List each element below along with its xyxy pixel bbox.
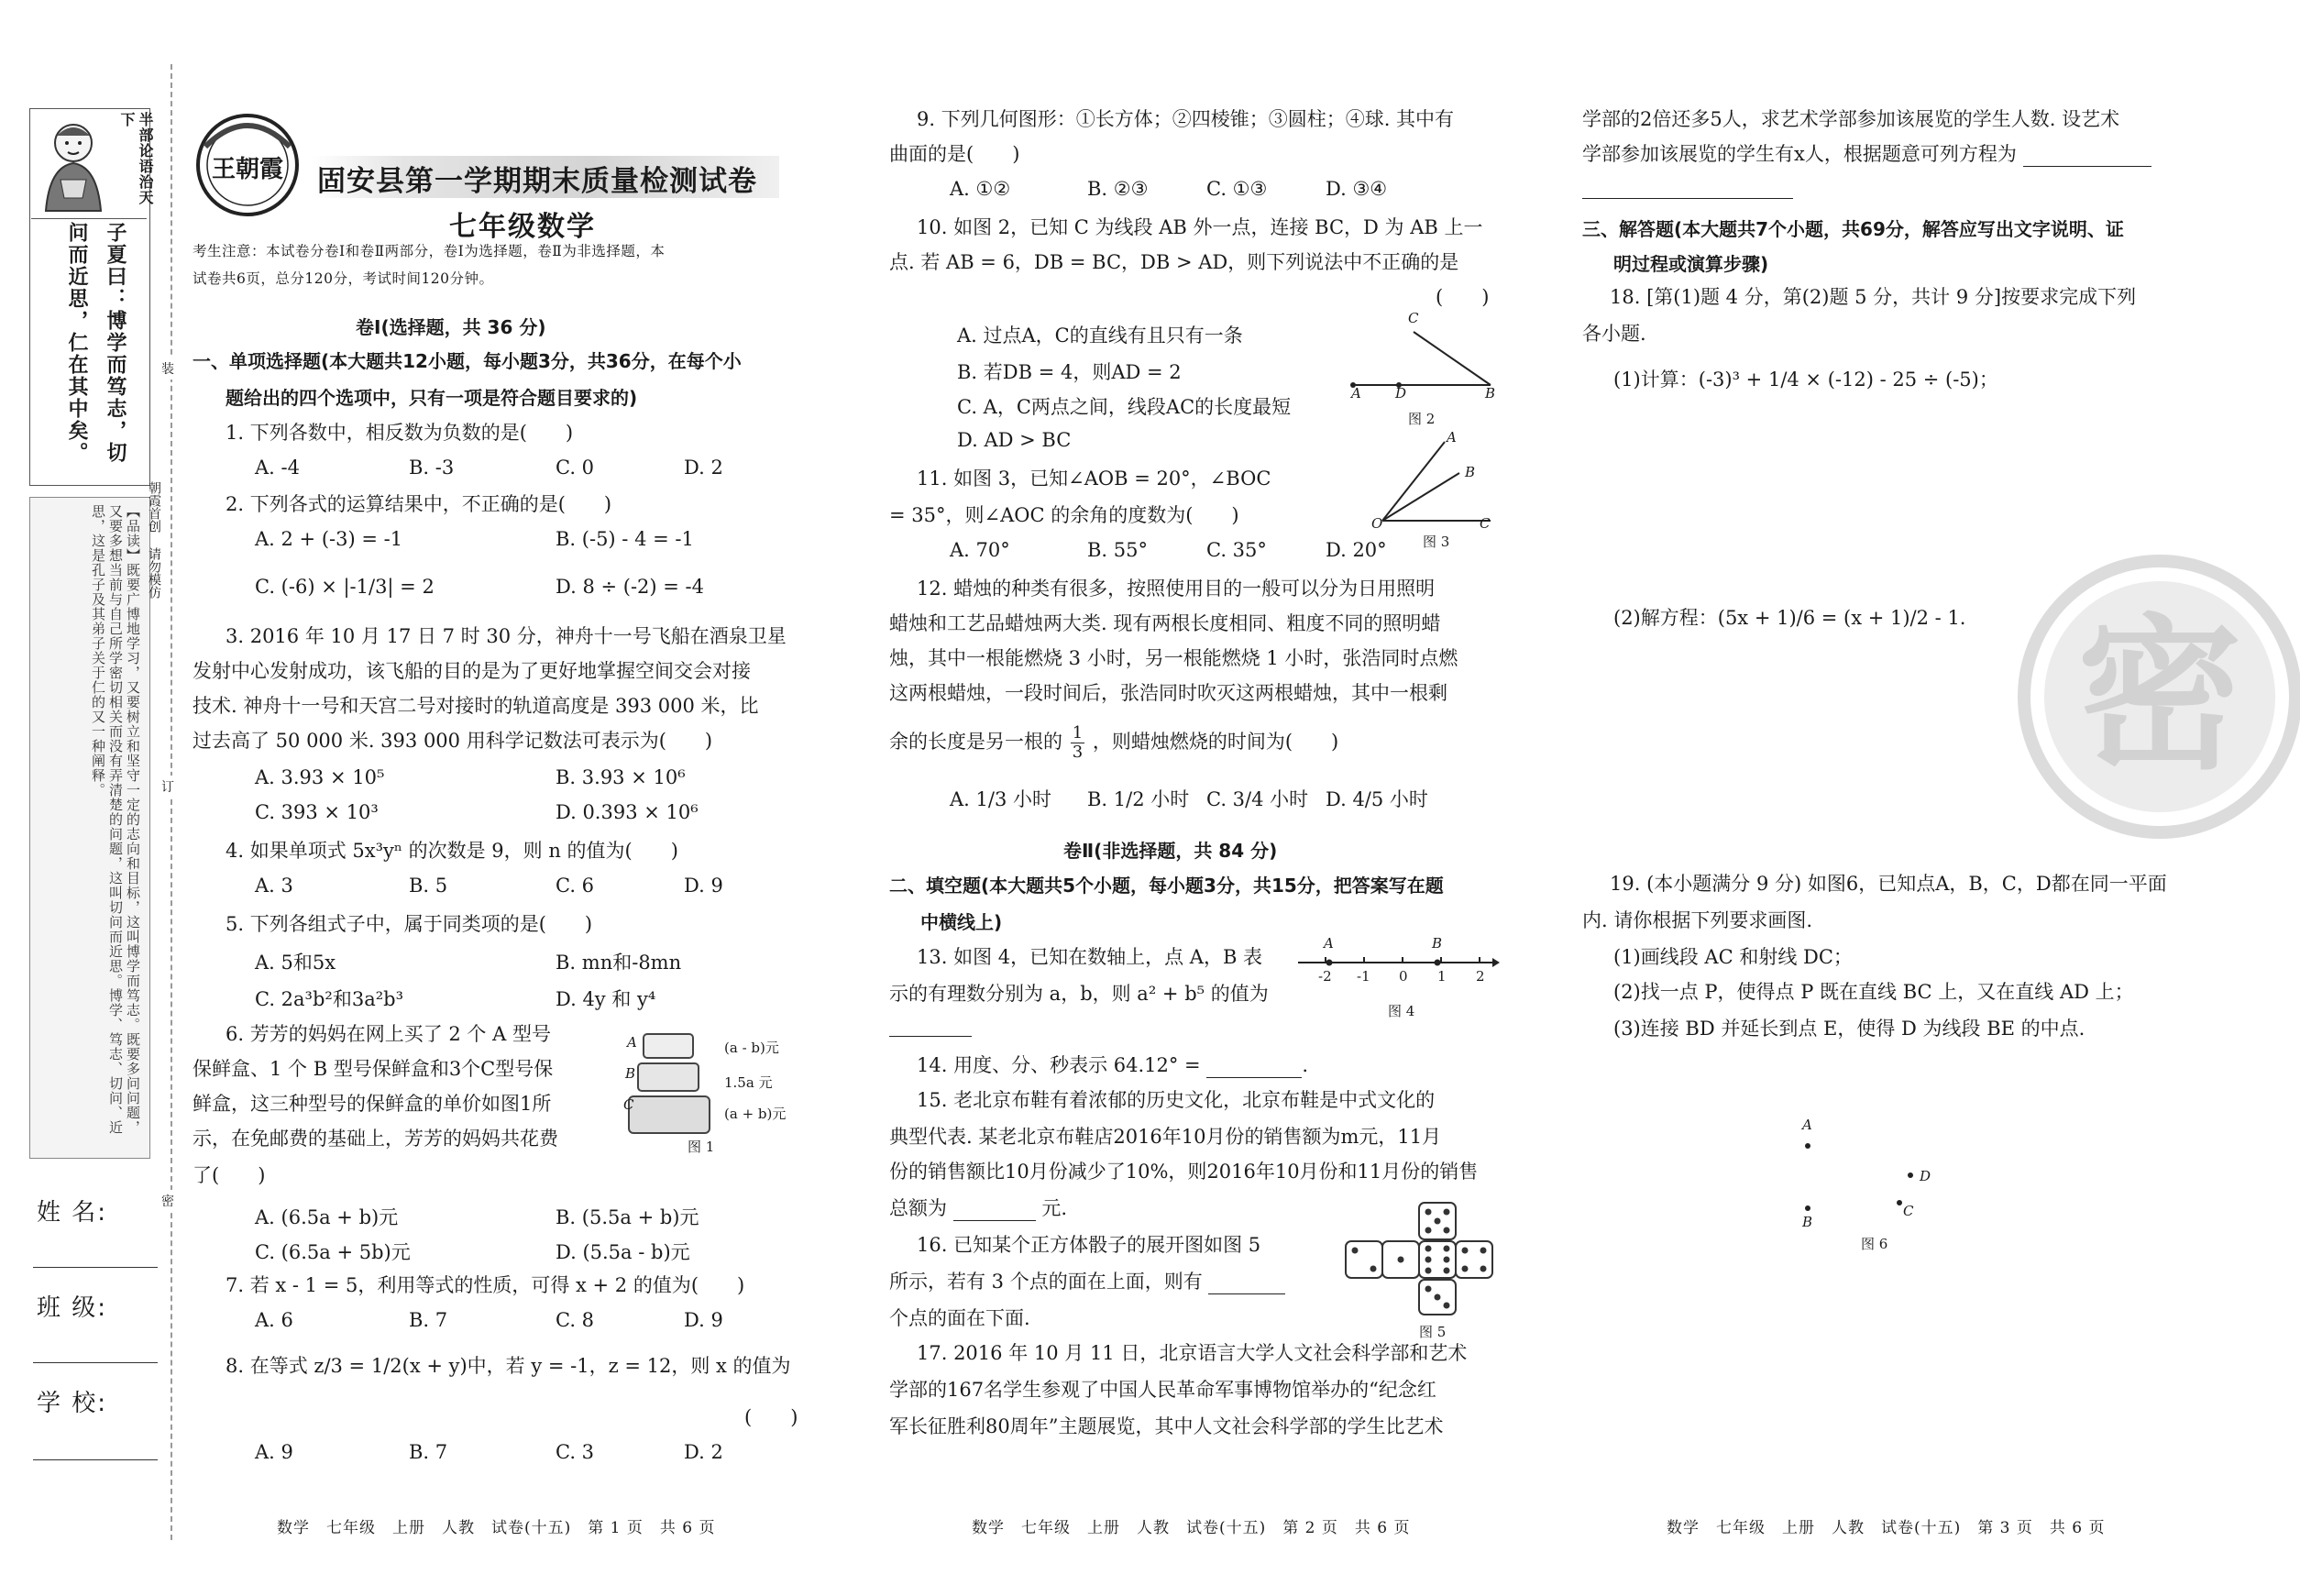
fig3-point-c: C — [1480, 515, 1491, 532]
logo-name: 王朝霞 — [211, 156, 283, 183]
fig1-price-c: (a + b)元 — [724, 1106, 787, 1122]
fig1-label-c: C — [623, 1096, 634, 1113]
fig3-point-b: B — [1465, 464, 1476, 480]
question-15-line2: 典型代表. 某老北京布鞋店2016年10月份的销售额为m元，11月 — [889, 1126, 1442, 1148]
q7-option-c[interactable]: C. 8 — [556, 1309, 595, 1331]
question-15-line3: 份的销售额比10月份减少了10%，则2016年10月份和11月份的销售 — [889, 1161, 1479, 1183]
seal-char-3: 密 — [161, 1190, 174, 1212]
fig6-point-b: B — [1802, 1214, 1813, 1230]
question-12-line5 — [889, 724, 1338, 762]
question-12-line3: 烛，其中一根能燃烧 3 小时，另一根能燃烧 1 小时，张浩同时点燃 — [889, 647, 1458, 669]
part1-heading-line2: 题给出的四个选项中，只有一项是符合题目要求的) — [226, 387, 638, 409]
question-6-line5: 了( ) — [193, 1164, 266, 1186]
q3-option-b[interactable]: B. 3.93 × 10⁶ — [556, 766, 686, 788]
sidebar-field-school: 学 校: — [37, 1390, 108, 1417]
figure-1-boxes — [623, 1027, 724, 1137]
question-4: 4. 如果单项式 5x³yⁿ 的次数是 9，则 n 的值为( ) — [226, 840, 678, 862]
sidebar-field-class: 班 级: — [37, 1294, 108, 1322]
question-16-line1: 16. 已知某个正方体骰子的展开图如图 5 — [917, 1234, 1261, 1256]
question-13-line1: 13. 如图 4，已知在数轴上，点 A，B 表 — [917, 946, 1263, 968]
q15-answer-blank[interactable] — [953, 1202, 1036, 1221]
fig1-price-a: (a - b)元 — [724, 1040, 779, 1056]
q18-part1-answer-area[interactable] — [1613, 403, 2163, 587]
binding-cut-line — [171, 64, 172, 1540]
q6-option-d[interactable]: D. (5.5a - b)元 — [556, 1241, 690, 1263]
q5-option-a[interactable]: A. 5和5x — [255, 952, 336, 974]
q1-option-b[interactable]: B. -3 — [409, 457, 455, 479]
q5-option-c[interactable]: C. 2a³b²和3a²b³ — [255, 988, 403, 1010]
q8-answer-paren: ( ) — [744, 1406, 798, 1428]
fig3-point-a: A — [1447, 429, 1457, 446]
question-3-line4: 过去高了 50 000 米. 393 000 用科学记数法可表示为( ) — [193, 730, 713, 752]
part2-heading-line2: 中横线上) — [920, 911, 1003, 933]
q14-answer-blank[interactable] — [1206, 1059, 1302, 1078]
q11-option-c[interactable]: C. 35° — [1206, 539, 1267, 561]
part2-heading-line1: 二、填空题(本大题共5个小题，每小题3分，共15分，把答案写在题 — [889, 875, 1444, 897]
question-2: 2. 下列各式的运算结果中，不正确的是( ) — [226, 493, 612, 515]
q8-option-d[interactable]: D. 2 — [684, 1441, 723, 1463]
q2-option-b[interactable]: B. (-5) - 4 = -1 — [556, 528, 694, 550]
notice-line-1: 考生注意：本试卷分卷Ⅰ和卷Ⅱ两部分，卷Ⅰ为选择题，卷Ⅱ为非选择题，本 — [193, 243, 666, 259]
q8-option-b[interactable]: B. 7 — [409, 1441, 448, 1463]
class-input-line[interactable] — [33, 1362, 158, 1363]
question-6-line1: 6. 芳芳的妈妈在网上买了 2 个 A 型号 — [226, 1023, 551, 1045]
sidebar-stamp-text: 朝霞首创 请勿模仿 — [147, 481, 161, 599]
q1-option-c[interactable]: C. 0 — [556, 457, 595, 479]
q10-option-c[interactable]: C. A，C两点之间，线段AC的长度最短 — [957, 396, 1292, 418]
question-10-line1: 10. 如图 2，已知 C 为线段 AB 外一点，连接 BC，D 为 AB 上一 — [917, 216, 1483, 238]
question-15-line4 — [889, 1195, 1067, 1221]
q17-text: 学部参加该展览的学生有x人，根据题意可列方程为 — [1582, 143, 2017, 165]
q10-option-d[interactable]: D. AD > BC — [957, 429, 1072, 451]
q2-option-c[interactable]: C. (-6) × |-1/3| = 2 — [255, 576, 435, 598]
question-17-line2: 学部的167名学生参观了中国人民革命军事博物馆举办的“纪念红 — [889, 1379, 1436, 1401]
q4-option-d[interactable]: D. 9 — [684, 875, 723, 897]
q14-text: 14. 用度、分、秒表示 64.12° = — [917, 1054, 1201, 1076]
sidebar-motto-title: 半部论语治天下 — [118, 112, 154, 205]
sidebar-field-name: 姓 名: — [37, 1199, 108, 1227]
question-12-line4: 这两根蜡烛，一段时间后，张浩同时吹灭这两根蜡烛，其中一根剩 — [889, 682, 1447, 704]
q12-option-c[interactable]: C. 3/4 小时 — [1206, 788, 1309, 810]
fig4-point-b: B — [1432, 935, 1443, 952]
q11-option-d[interactable]: D. 20° — [1326, 539, 1387, 561]
q1-option-a[interactable]: A. -4 — [255, 457, 300, 479]
fig1-label-b: B — [625, 1065, 636, 1082]
sidebar-appreciation: 【品读】既要广博地学习，又要树立和坚守一定的志向和目标，这叫博学而笃志。既要多问问题，又要多想当前与自己所学密切相关而没有弄清楚的问题，这叫切问而近思。博学、笃志、切问、近思，这是孔子及其弟子关于仁的又一种阐释。 — [90, 504, 141, 1135]
figure-5-dice-net — [1344, 1201, 1500, 1316]
fig1-price-b: 1.5a 元 — [724, 1074, 773, 1091]
question-11-line2: = 35°，则∠AOC 的余角的度数为( ) — [889, 504, 1239, 526]
seal-char-2: 订 — [161, 776, 174, 798]
question-6-line4: 示，在免邮费的基础上，芳芳的妈妈共花费 — [193, 1128, 558, 1150]
question-19-item1: (1)画线段 AC 和射线 DC； — [1613, 946, 1853, 968]
fig1-caption: 图 1 — [688, 1139, 715, 1155]
question-12-line2: 蜡烛和工艺品蜡烛两大类. 现有两根长度相同、粗度不同的照明蜡 — [889, 612, 1441, 634]
fig6-caption: 图 6 — [1861, 1236, 1888, 1252]
question-19-item3: (3)连接 BD 并延长到点 E，使得 D 为线段 BE 的中点. — [1613, 1018, 2085, 1040]
question-10-line2: 点. 若 AB = 6，DB = BC，DB > AD，则下列说法中不正确的是 — [889, 251, 1459, 273]
q5-option-b[interactable]: B. mn和-8mn — [556, 952, 682, 974]
fig1-label-a: A — [627, 1034, 637, 1051]
question-12-line1: 12. 蜡烛的种类有很多，按照使用目的一般可以分为日用照明 — [917, 578, 1436, 600]
question-18-line1: 18. [第(1)题 4 分，第(2)题 5 分，共计 9 分]按要求完成下列 — [1610, 286, 2137, 308]
q7-option-a[interactable]: A. 6 — [255, 1309, 293, 1331]
question-7: 7. 若 x - 1 = 5，利用等式的性质，可得 x + 2 的值为( ) — [226, 1274, 745, 1296]
question-18-line2: 各小题. — [1582, 323, 1646, 345]
fig2-point-d: D — [1395, 385, 1407, 402]
fig4-point-a: A — [1324, 935, 1334, 952]
q6-option-a[interactable]: A. (6.5a + b)元 — [255, 1206, 399, 1228]
fig6-point-a: A — [1802, 1117, 1812, 1133]
q9-option-b[interactable]: B. ②③ — [1087, 178, 1149, 200]
q8-option-a[interactable]: A. 9 — [255, 1441, 293, 1463]
exam-title: 固安县第一学期期末质量检测试卷 — [317, 165, 757, 198]
question-17-line5 — [1582, 141, 2151, 167]
part3-heading-line2: 明过程或演算步骤) — [1613, 253, 1769, 275]
q3-option-c[interactable]: C. 393 × 10³ — [255, 801, 379, 823]
fig6-point-c: C — [1903, 1203, 1914, 1219]
question-3-line2: 发射中心发射成功，该飞船的目的是为了更好地掌握空间交会对接 — [193, 660, 751, 682]
q12-option-b[interactable]: B. 1/2 小时 — [1087, 788, 1190, 810]
q6-option-b[interactable]: B. (5.5a + b)元 — [556, 1206, 699, 1228]
q9-option-d[interactable]: D. ③④ — [1326, 178, 1388, 200]
section2-title: 卷Ⅱ(非选择题，共 84 分) — [1063, 840, 1278, 862]
fig4-tick-2: 2 — [1476, 968, 1485, 985]
q17-answer-blank-1[interactable] — [2023, 148, 2151, 167]
q12-line5-start: 余的长度是另一根的 — [889, 731, 1062, 753]
q2-option-a[interactable]: A. 2 + (-3) = -1 — [255, 528, 403, 550]
q10-option-b[interactable]: B. 若DB = 4，则AD = 2 — [957, 361, 1182, 383]
question-17-line4: 学部的2倍还多5人，求艺术学部参加该展览的学生人数. 设艺术 — [1582, 108, 2120, 130]
question-16-line2 — [889, 1269, 1285, 1294]
question-1: 1. 下列各数中，相反数为负数的是( ) — [226, 422, 574, 444]
q16-text: 所示，若有 3 个点的面在上面，则有 — [889, 1271, 1203, 1293]
q18-part2-answer-area[interactable] — [1613, 642, 2163, 862]
question-3-line1: 3. 2016 年 10 月 17 日 7 时 30 分，神舟十一号飞船在酒泉卫星 — [226, 625, 787, 647]
fig3-caption: 图 3 — [1423, 534, 1450, 550]
q7-option-d[interactable]: D. 9 — [684, 1309, 723, 1331]
question-3-line3: 技术. 神舟十一号和天宫二号对接时的轨道高度是 393 000 米，比 — [193, 695, 759, 717]
q13-answer-blank[interactable] — [889, 1018, 972, 1037]
q4-option-c[interactable]: C. 6 — [556, 875, 595, 897]
question-6-line3: 鲜盒，这三种型号的保鲜盒的单价如图1所 — [193, 1093, 552, 1115]
question-14: 14. 用度、分、秒表示 64.12° = . — [917, 1054, 1309, 1076]
fig2-point-a: A — [1351, 385, 1361, 402]
question-6-line2: 保鲜盒、1 个 B 型号保鲜盒和3个C型号保 — [193, 1058, 554, 1080]
question-18-part1: (1)计算：(-3)³ + 1/4 × (-12) - 25 ÷ (-5)； — [1613, 369, 1998, 391]
fig4-tick-1: 1 — [1437, 968, 1447, 985]
part3-heading-line1: 三、解答题(本大题共7个小题，共69分，解答应写出文字说明、证 — [1582, 218, 2124, 240]
q12-fraction-one-third: $\frac{1}{3}$ — [1072, 723, 1084, 762]
fig4-tick-0: 0 — [1399, 968, 1408, 985]
name-input-line[interactable] — [33, 1267, 158, 1268]
fig6-point-d: D — [1920, 1168, 1931, 1184]
figure-2-segment — [1344, 312, 1500, 403]
question-9-line2: 曲面的是( ) — [889, 143, 1020, 165]
question-19-item2: (2)找一点 P，使得点 P 既在直线 BC 上，又在直线 AD 上； — [1613, 981, 2134, 1003]
school-input-line[interactable] — [33, 1459, 158, 1460]
exam-subtitle: 七年级数学 — [449, 211, 596, 243]
section1-title: 卷Ⅰ(选择题，共 36 分) — [356, 316, 546, 338]
page1-footer: 数学 七年级 上册 人教 试卷(十五) 第 1 页 共 6 页 — [277, 1519, 716, 1537]
fig4-tick-neg1: -1 — [1357, 968, 1370, 985]
fig4-caption: 图 4 — [1388, 1003, 1415, 1019]
q4-option-a[interactable]: A. 3 — [255, 875, 293, 897]
question-19-line2: 内. 请你根据下列要求画图. — [1582, 909, 1813, 931]
q1-option-d[interactable]: D. 2 — [684, 457, 723, 479]
q7-option-b[interactable]: B. 7 — [409, 1309, 448, 1331]
question-15-line1: 15. 老北京布鞋有着浓郁的历史文化，北京布鞋是中式文化的 — [917, 1089, 1436, 1111]
question-16-line3: 个点的面在下面. — [889, 1307, 1030, 1329]
page3-footer: 数学 七年级 上册 人教 试卷(十五) 第 3 页 共 6 页 — [1667, 1519, 2106, 1537]
fig2-caption: 图 2 — [1408, 411, 1436, 427]
q8-option-c[interactable]: C. 3 — [556, 1441, 595, 1463]
part1-heading-line1: 一、单项选择题(本大题共12小题，每小题3分，共36分，在每个小 — [193, 350, 742, 372]
q11-option-b[interactable]: B. 55° — [1087, 539, 1149, 561]
q3-option-d[interactable]: D. 0.393 × 10⁶ — [556, 801, 699, 823]
fig4-tick-neg2: -2 — [1318, 968, 1332, 985]
q4-option-b[interactable]: B. 5 — [409, 875, 448, 897]
q9-option-c[interactable]: C. ①③ — [1206, 178, 1268, 200]
question-18-part2: (2)解方程：(5x + 1)/6 = (x + 1)/2 - 1. — [1613, 607, 1966, 629]
question-19-line1: 19. (本小题满分 9 分) 如图6，已知点A，B，C，D都在同一平面 — [1610, 873, 2167, 895]
q10-answer-paren: ( ) — [1436, 286, 1490, 308]
sidebar-sage-portrait — [33, 116, 114, 216]
q12-option-d[interactable]: D. 4/5 小时 — [1326, 788, 1428, 810]
fig3-point-o: O — [1371, 515, 1383, 532]
seal-watermark-char: 密 — [2076, 600, 2242, 792]
q15-unit: 元. — [1041, 1197, 1068, 1219]
question-9-line1: 9. 下列几何图形：①长方体；②四棱锥；③圆柱；④球. 其中有 — [917, 108, 1455, 130]
question-17-line1: 17. 2016 年 10 月 11 日，北京语言大学人文社会科学部和艺术 — [917, 1342, 1468, 1364]
q17-answer-blank-2[interactable] — [1582, 180, 1793, 199]
question-11-line1: 11. 如图 3，已知∠AOB = 20°，∠BOC — [917, 468, 1271, 490]
question-8: 8. 在等式 z/3 = 1/2(x + y)中，若 y = -1，z = 12，则 x 的值为 — [226, 1355, 791, 1377]
fig5-caption: 图 5 — [1419, 1324, 1447, 1340]
q15-text: 总额为 — [889, 1197, 947, 1219]
q9-option-a[interactable]: A. ①② — [950, 178, 1011, 200]
page2-footer: 数学 七年级 上册 人教 试卷(十五) 第 2 页 共 6 页 — [972, 1519, 1411, 1537]
q16-answer-blank[interactable] — [1208, 1275, 1285, 1294]
q10-option-a[interactable]: A. 过点A，C的直线有且只有一条 — [957, 325, 1243, 347]
q12-option-a[interactable]: A. 1/3 小时 — [950, 788, 1051, 810]
q3-option-a[interactable]: A. 3.93 × 10⁵ — [255, 766, 385, 788]
q5-option-d[interactable]: D. 4y 和 y⁴ — [556, 988, 656, 1010]
q11-option-a[interactable]: A. 70° — [950, 539, 1010, 561]
seal-char-1: 装 — [161, 358, 174, 380]
q6-option-c[interactable]: C. (6.5a + 5b)元 — [255, 1241, 411, 1263]
question-13-line2: 示的有理数分别为 a，b，则 a² + b⁵ 的值为 — [889, 983, 1269, 1005]
q12-line5-end: ，则蜡烛燃烧的时间为( ) — [1092, 731, 1339, 753]
q2-option-d[interactable]: D. 8 ÷ (-2) = -4 — [556, 576, 704, 598]
question-17-line3: 军长征胜利80周年”主题展览，其中人文社会科学部的学生比艺术 — [889, 1415, 1444, 1437]
notice-line-2: 试卷共6页，总分120分，考试时间120分钟。 — [193, 270, 494, 287]
question-5: 5. 下列各组式子中，属于同类项的是( ) — [226, 913, 593, 935]
fig2-point-b: B — [1485, 385, 1496, 402]
sidebar-quote: 子夏曰：博学而笃志，切问而近思，仁在其中矣。 — [65, 222, 127, 464]
fig2-point-c: C — [1408, 310, 1419, 326]
